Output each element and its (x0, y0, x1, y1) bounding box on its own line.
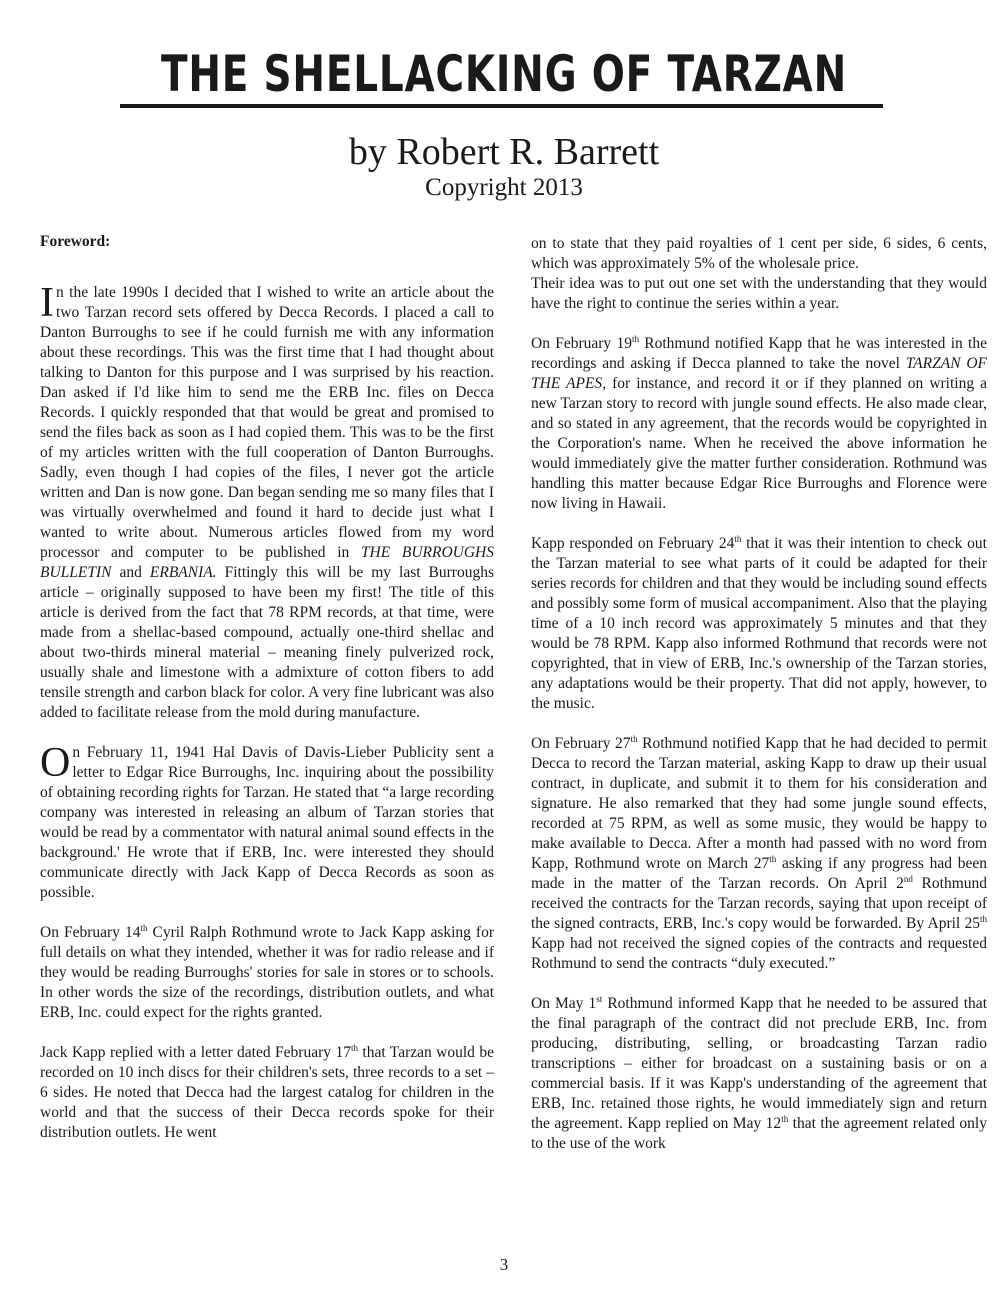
author-byline: by Robert R. Barrett (348, 131, 660, 173)
body-paragraph: On February 19th Rothmund notified Kapp that he was interested in the recordings and asking if Decca planned to take the novel TARZAN OF THE APES, for instance, and record it or if they planned on writing a new Tarzan story to record with jungle sound effects. He also made clear, and so stated in any agreement, that the records would be copyrighted in the Corporation's name. When he received the above information he would immediately give the matter further consideration. Rothmund was handling this matter because Edgar Rice Burroughs and Florence were now living in Hawaii. (531, 333, 988, 512)
left-column (40, 232, 494, 1143)
drop-cap: O (40, 740, 71, 786)
body-paragraph: On February 11, 1941 Hal Davis of Davis-Lieber Publicity sent a letter to Edgar Rice Burroughs, Inc. inquiring about the possibility of obtaining recording rights for Tarzan. He stated that “a large recording company was interested in releasing an album of Tarzan stories that would be read by a commentator with natural animal sound effects in the background.' He wrote that if ERB, Inc. were interested they should communicate directly with Jack Kapp of Decca Records as soon as possible. (40, 740, 494, 901)
body-paragraph: On February 14th Cyril Ralph Rothmund wrote to Jack Kapp asking for full details on what they intended, whether it was for radio release and if they would be reading Burroughs' stories for sale in stores or to schools. In other words the size of the recordings, distribution outlets, and what ERB, Inc. could expect for the rights granted. (40, 922, 495, 1021)
right-column (531, 234, 987, 1154)
body-paragraph: On February 27th Rothmund notified Kapp that he had decided to permit Decca to record the Tarzan material, asking Kapp to draw up their usual contract, in duplicate, and submit it to them for his consideration and signature. He also remarked that they had some jungle sound effects, recorded at 75 RPM, as well as some music, they would be happy to make available to Decca. After a month had passed with no word from Kapp, Rothmund wrote on March 27th asking if any progress had been made in the matter of the Tarzan records. On April 2nd Rothmund received the contracts for the Tarzan records, saying that upon receipt of the signed contracts, ERB, Inc.'s copy would be forwarded. By April 25th Kapp had not received the signed copies of the contracts and requested Rothmund to send the contracts “duly executed.” (531, 733, 988, 972)
copyright-line: Copyright 2013 (425, 174, 583, 201)
drop-cap: I (40, 280, 54, 326)
body-paragraph: Jack Kapp replied with a letter dated February 17th that Tarzan would be recorded on 10 inch discs for their children's sets, three records to a set – 6 sides. He noted that Decca had the largest catalog for children in the world and that the success of their Decca records spoke for their distribution outlets. He went (40, 1042, 494, 1141)
body-paragraph: Kapp responded on February 24th that it was their intention to check out the Tarzan material to see what parts of it could be adapted for their series records for children and that they would be including sound effects and possibly some form of musical accompaniment. Also that the playing time of a 10 inch record was approximately 5 minutes and that they would be 78 RPM. Kapp also informed Rothmund that records were not copyrighted, that in view of ERB, Inc.'s ownership of the Tarzan stories, any adaptations would be their property. That did not apply, however, to the music. (531, 533, 987, 712)
foreword-paragraph: In the late 1990s I decided that I wished to write an article about the two Tarzan record sets offered by Decca Records. I placed a call to Danton Burroughs to see if he could furnish me with any information about these recordings. This was the first time that I had thought about talking to Danton for this purpose and I was surprised by his reaction. Dan asked if I'd like him to send me the ERB Inc. files on Decca Records. I quickly responded that that would be great and promised to send the files back as soon as I had copied them. This was to be the first of my articles written with the full cooperation of Danton Burroughs. Sadly, even though I had copies of the files, I never got the article written and Dan is now gone. Dan began sending me so many files that I was virtually overwhelmed and found it hard to decide just what I wanted to write about. Numerous articles flowed from my word processor and computer to be published in THE BURROUGHS BULLETIN and ERBANIA. Fittingly this will be my last Burroughs article – originally supposed to have been my first! The title of this article is derived from the fact that 78 RPM records, at that time, were made from a shellac-based compound, actually one-third shellac and about two-thirds mineral material – meaning finely pulverized rock, usually shale and limestone with a admixture of cotton fibers to add tensile strength and carbon black for color. A very fine lubricant was also added to facilitate release from the mold during manufacture. (40, 280, 494, 721)
title-underline (120, 104, 883, 108)
body-paragraph: on to state that they paid royalties of 1 cent per side, 6 sides, 6 cents, which was approximately 5% of the wholesale price. Their idea was to put out one set with the understanding that they would have the right to continue the series within a year. (531, 235, 987, 312)
body-paragraph: On May 1st Rothmund informed Kapp that he needed to be assured that the final paragraph of the contract did not preclude ERB, Inc. from producing, distributing, selling, or broadcasting Tarzan radio transcriptions – either for broadcast on a sustaining basis or on a commercial basis. If it was Kapp's understanding of the agreement that ERB, Inc. retained those rights, he would immediately sign and return the agreement. Kapp replied on May 12th that the agreement related only to the use of the work (531, 993, 987, 1152)
foreword-heading: Foreword: (40, 233, 111, 250)
article-title: THE SHELLACKING OF TARZAN (160, 45, 848, 103)
page-number: 3 (499, 1255, 509, 1274)
